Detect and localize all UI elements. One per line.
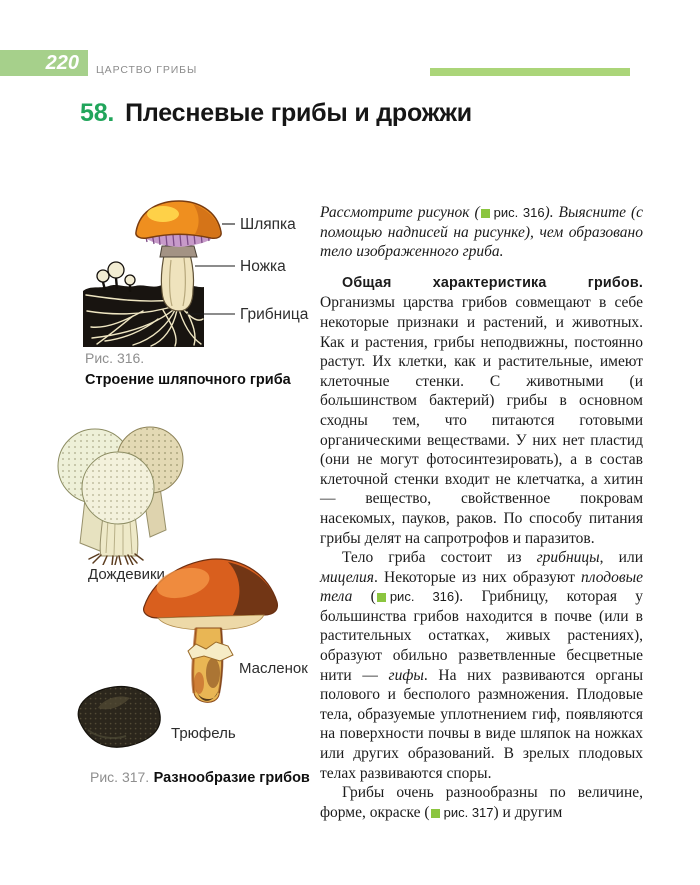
figure-317-caption-title: Разнообразие грибов (153, 770, 310, 786)
text-run: Грибы очень разнообразны по величине, форме, окраске ( (320, 784, 643, 821)
paragraph (320, 548, 643, 783)
text-run: грибницы (536, 549, 600, 567)
text-run: ). Грибницу, которая у большинства грибов находится в почве (или в растительных остатках, живых растениях), образуют обильно разветвленные бесцветные нити — (320, 588, 643, 684)
mushroom-structure-illustration (83, 200, 331, 352)
label-bolete: Масленок (239, 660, 308, 677)
text-run: , или (599, 549, 643, 567)
text-run: мицелия (320, 568, 374, 586)
section-heading (80, 99, 472, 128)
text-run: ( (352, 588, 376, 606)
article-text-column (320, 203, 643, 822)
page-number: 220 (45, 52, 79, 74)
label-truffle: Трюфель (171, 725, 236, 742)
paragraph (320, 203, 643, 262)
page-number-badge (0, 50, 88, 76)
header-rule-bar (430, 68, 630, 76)
text-run: Организмы царства грибов совмещают в себе некоторые признаки и растений, и животных. Как и растения, грибы неподвижны, постоянно растут. Их клетки, как и растительные, имеют клеточные стенки. С животными (и большинством бактерий) грибы в основном сходны тем, что питаются готовыми органическими веществами. У них нет пластид (они не могут фотосинтезировать), а в состав клеточной стенки входит не клетчатка, а хитин — вещество, свойственное покровам насекомых, пауков, раков. По способу питания грибы делят на сапротрофов и паразитов. (320, 294, 643, 547)
label-stem: Ножка (240, 258, 286, 275)
figure-316-caption-title: Строение шляпочного гриба (85, 372, 291, 388)
label-cap: Шляпка (240, 216, 296, 233)
figure-316-caption-ref: Рис. 316. (85, 350, 145, 366)
text-run: Рассмотрите рисунок ( (320, 204, 480, 221)
text-run: гифы (388, 666, 424, 684)
figure-317-caption (90, 767, 310, 789)
text-run: Тело гриба состоит из (342, 549, 537, 567)
text-run: . Некоторые из них образуют (374, 568, 582, 586)
text-run: Общая характеристика грибов. (342, 274, 643, 291)
figure-reference: рис. 316 (480, 205, 545, 220)
label-mycelium: Грибница (240, 306, 309, 323)
paragraph (320, 783, 643, 822)
text-run: ). Выясните (с помощью надписей на рисунке), чем образовано тело изображенного гриба. (320, 204, 643, 261)
text-run: . На них развиваются органы полового и бесполого размножения. Плодовые тела, образуемые уплотнением гиф, появляются на поверхности почвы в виде шляпок на ножках или других образований. В зрелых плодовых телах развиваются споры. (320, 666, 643, 782)
figure-317-caption-ref: Рис. 317. (90, 769, 150, 785)
figure-reference: рис. 316 (376, 589, 454, 604)
chapter-header: ЦАРСТВО ГРИБЫ (96, 64, 198, 76)
section-title: Плесневые грибы и дрожжи (125, 99, 472, 127)
truffle-illustration (64, 682, 166, 754)
figure-reference: рис. 317 (430, 805, 494, 820)
puffballs-illustration (55, 415, 190, 565)
text-run: плодовые тела (320, 568, 643, 606)
figure-316-caption (85, 348, 291, 391)
label-puffballs: Дождевики (88, 566, 165, 583)
stem-ring-illustration (160, 246, 197, 257)
text-run: ) и другим (493, 803, 563, 821)
section-number: 58. (80, 99, 115, 127)
paragraph (320, 273, 643, 548)
